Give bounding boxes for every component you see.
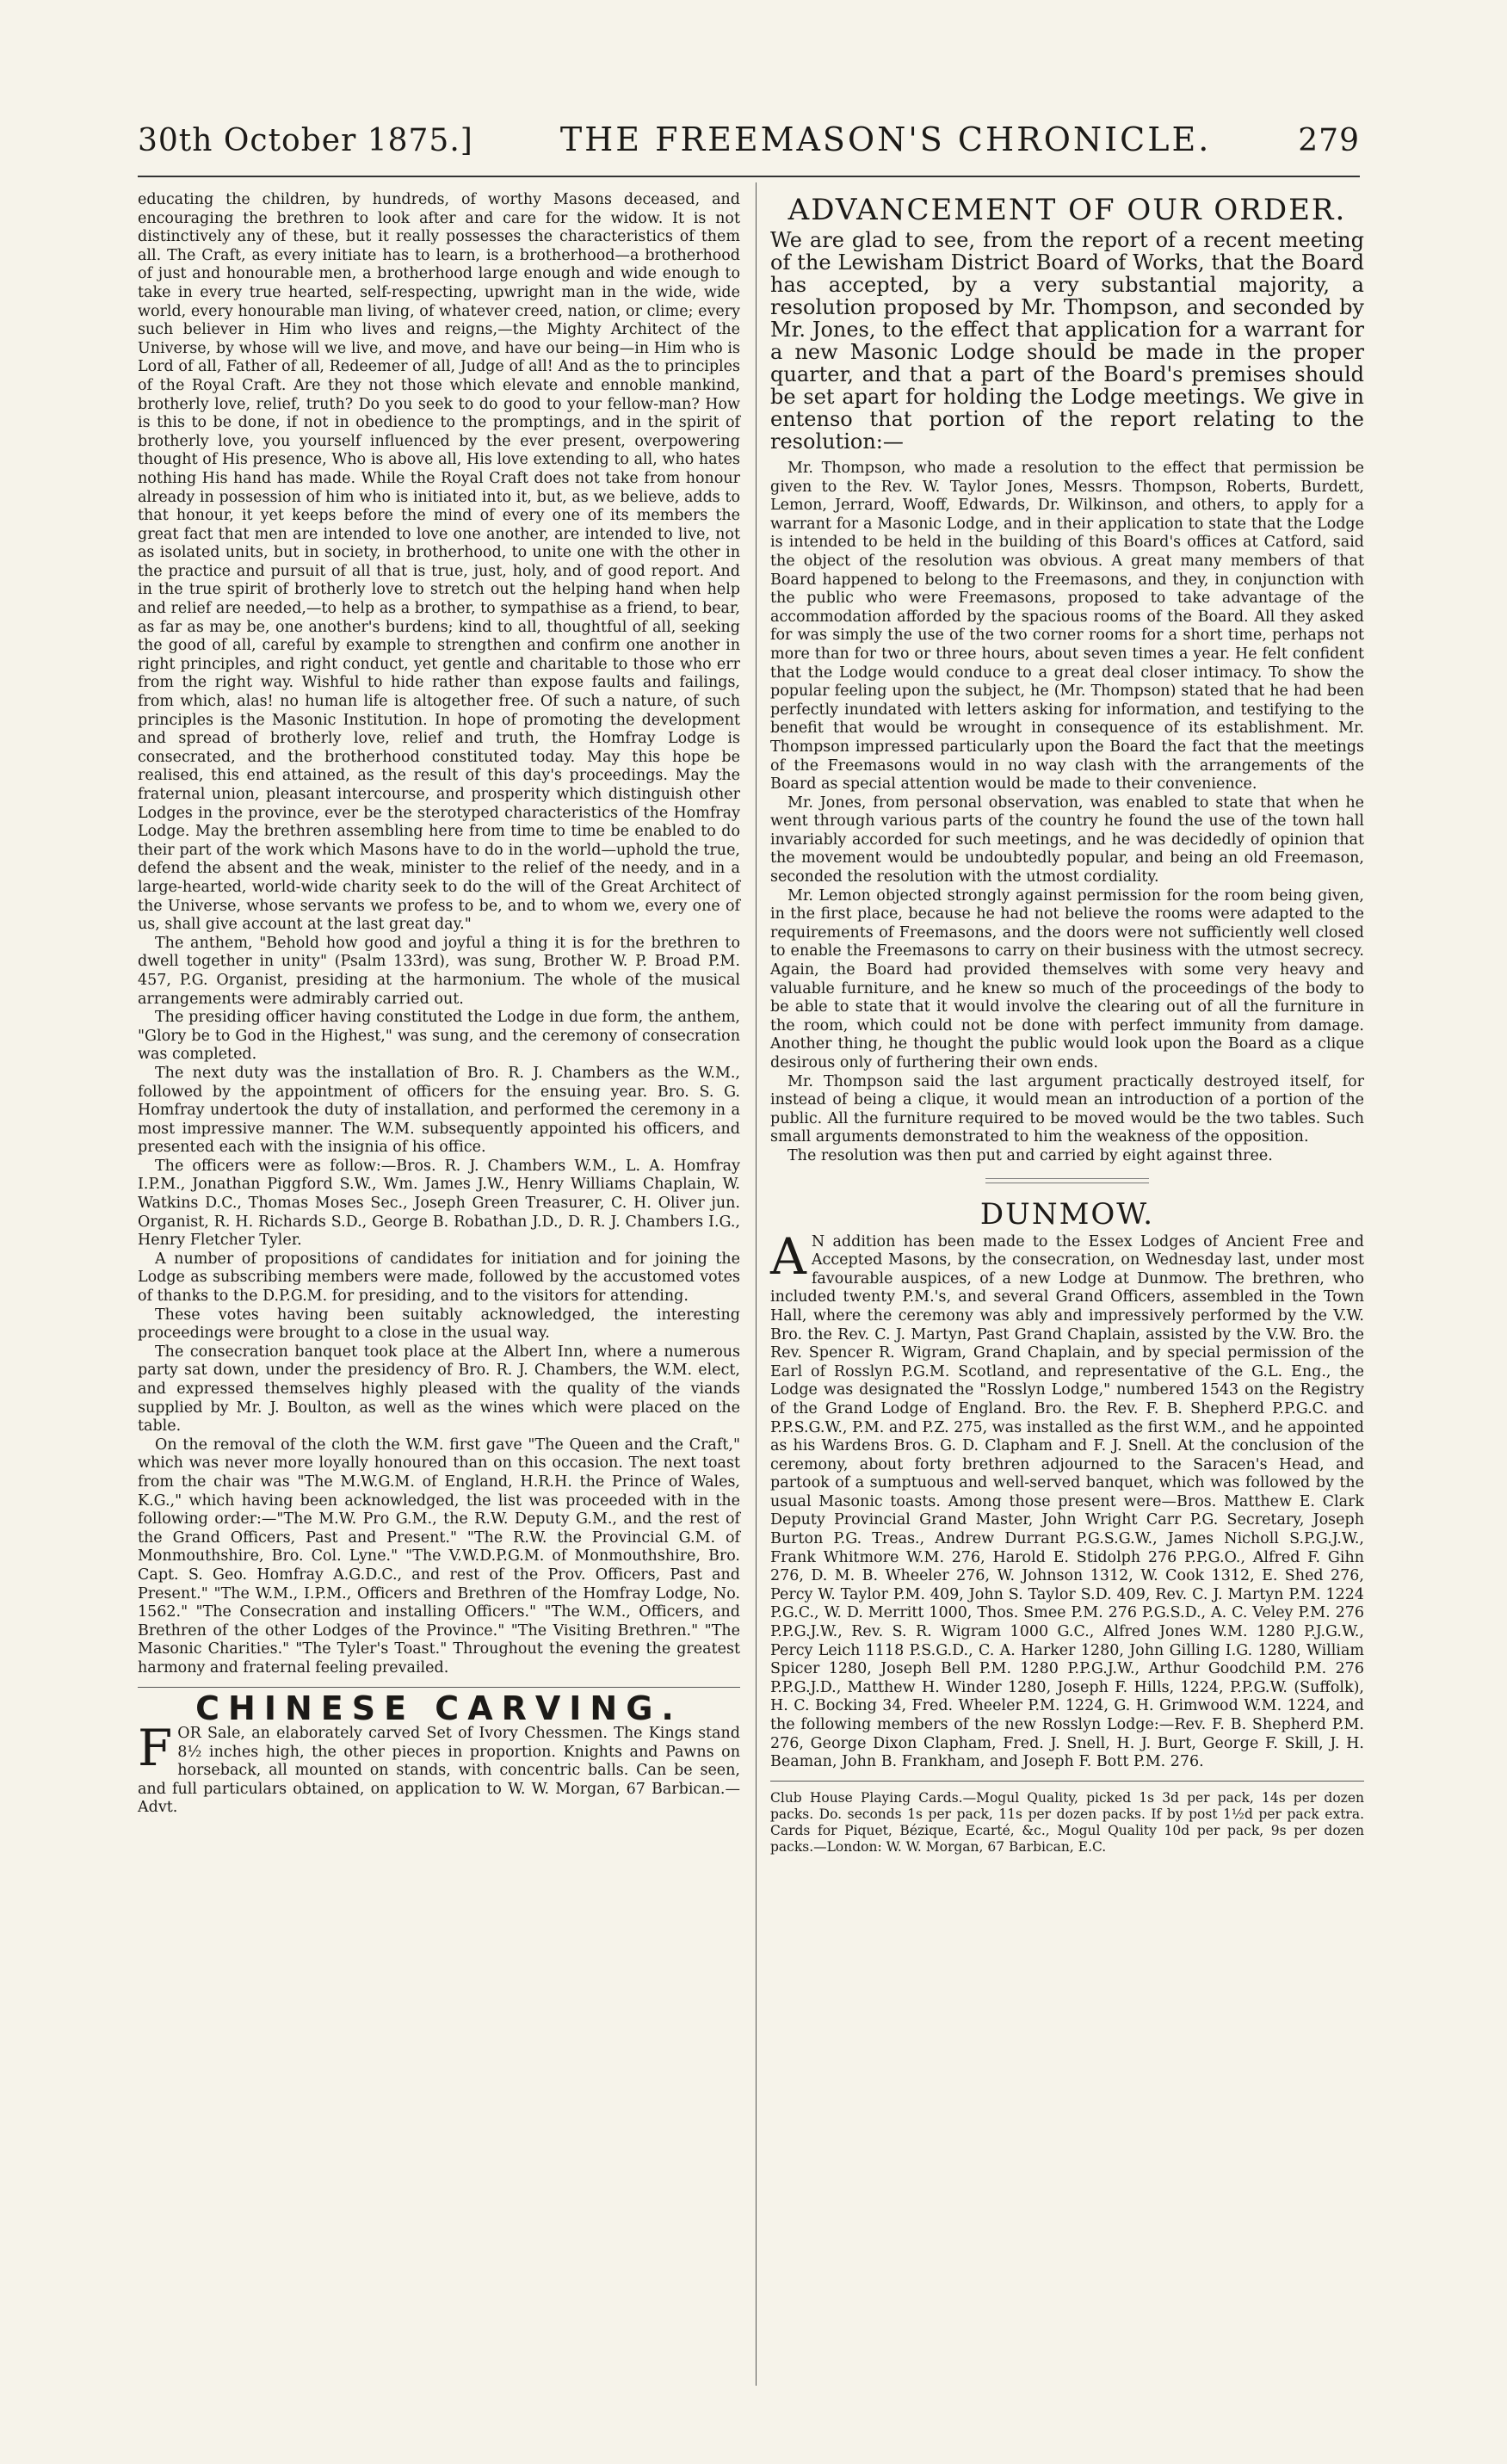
header-date: 30th October 1875.] bbox=[138, 123, 473, 158]
left-paragraph: The presiding officer having constituted the Lodge in due form, the anthem, "Glory be to God in the Highest," was sung, and the ceremony of consecration was completed. bbox=[138, 1009, 740, 1064]
dropcap-a: A bbox=[770, 1226, 806, 1286]
section-divider bbox=[985, 1178, 1149, 1183]
advancement-paragraph: The resolution was then put and carried by eight against three. bbox=[787, 1146, 1273, 1164]
left-paragraph: On the removal of the cloth the W.M. first gave "The Queen and the Craft," which was never more loyally honoured than on this occasion. The next toast from the chair was "The M.W.G.M. of England, H.R.H. the Prince of Wales, K.G.," which having been acknowledged, the list was proceeded with in the following order:—"The M.W. Pro G.M., the R.W. Deputy G.M., and the rest of the Grand Officers, Past and Present." "The R.W. the Provincial G.M. of Monmouthshire, Bro. Col. Lyne." "The V.W.D.P.G.M. of Monmouthshire, Bro. Capt. S. Geo. Homfray A.G.D.C., and rest of the Prov. Officers, Past and Present." "The W.M., I.P.M., Officers and Brethren of the Homfray Lodge, No. 1562." "The Consecration and installing Officers." "The W.M., Officers, and Brethren of the other Lodges of the Province." "The Visiting Brethren." "The Masonic Charities." "The Tyler's Toast." Throughout the evening the greatest harmony and fraternal feeling prevailed. bbox=[138, 1436, 740, 1677]
left-paragraph: educating the children, by hundreds, of worthy Masons deceased, and encouraging the brethren to look after and care for the widow. It is not distinctively any of these, but it really possesses the characteristics of them all. The Craft, as every initiate has to learn, is a brotherhood—a brotherhood of just and honourable men, a brotherhood large enough and wide enough to take in every true hearted, self-respecting, upwright man in the wide, wide world, every honourable man living, of whatever creed, nation, or clime; every such believer in Him who lives and reigns,—the Mighty Architect of the Universe, by whose will we live, and move, and have our being—in Him who is Lord of all, Father of all, Redeemer of all, Judge of all! And as the to principles of the Royal Craft. Are they not those which elevate and ennoble mankind, brotherly love, relief, truth? Do you seek to do good to your fellow-man? How is this to be done, if not in obedience to the promptings, and in the spirit of brotherly love, you yourself influenced by the ever present, overpowering thought of His presence, Who is above all, His love extending to all, who hates nothing His hand has made. While the Royal Craft does not take from honour already in possession of him who is initiated into it, but, as we believe, adds to that honour, it yet keeps before the mind of every one of its members the great fact that men are intended to love one another, are intended to live, not as isolated units, but in society, in brotherhood, to unite one with the other in the practice and pursuit of all that is true, just, holy, and of good report. And in the true spirit of brotherly love to stretch out the helping hand when help and relief are needed,—to help as a brother, to sympathise as a friend, to bear, as far as may be, one another's burdens; kind to all, thoughtful of all, seeking the good of all, careful by example to strengthen and confirm one another in right principles, and right conduct, yet gentle and charitable to those who err from the right way. Wishful to hide rather than expose faults and failings, from which, alas! no human life is altogether free. Of such a nature, of such principles is the Masonic Institution. In hope of promoting the development and spread of brotherly love, relief and truth, the Homfray Lodge is consecrated, and the brotherhood constituted today. May this hope be realised, this end attained, as the result of this day's proceedings. May the fraternal union, pleasant intercourse, and prosperity which distinguish other Lodges in the province, ever be the sterotyped characteristics of the Homfray Lodge. May the brethren assembling here from time to time be enabled to do their part of the work which Masons have to do in the world—uphold the true, defend the absent and the weak, minister to the relief of the needy, and in a large-hearted, world-wide charity seek to do the will of the Great Architect of the Universe, whose servants we profess to be, and to whom we, every one of us, shall give account at the last great day." bbox=[138, 191, 740, 934]
left-paragraph: The anthem, "Behold how good and joyful a thing it is for the brethren to dwell together in unity" (Psalm 133rd), was sung, Brother W. P. Broad P.M. 457, P.G. Organist, presiding at the harmonium. The whole of the musical arrangements were admirably carried out. bbox=[138, 934, 740, 1008]
right-column bbox=[770, 191, 1364, 1856]
dunmow-text: N addition has been made to the Essex Lodges of Ancient Free and Accepted Masons, by the consecration, on Wednesday last, under most favourable auspices, of a new Lodge at Dunmow. The brethren, who included twenty P.M.'s, and several Grand Officers, assembled in the Town Hall, where the ceremony was ably and impressively performed by the V.W. Bro. the Rev. C. J. Martyn, Past Grand Chaplain, assisted by the V.W. Bro. the Rev. Spencer R. Wigram, Grand Chaplain, and by special permission of the Earl of Rosslyn P.G.M. Scotland, and representative of the G.L. Eng., the Lodge was designated the "Rosslyn Lodge," numbered 1543 on the Registry of the Grand Lodge of England. Bro. the Rev. F. B. Shepherd P.P.G.C. and P.P.S.G.W., P.M. and P.Z. 275, was installed as the first W.M., and he appointed as his Wardens Bros. G. D. Clapham and F. J. Snell. At the conclusion of the ceremony, about forty brethren adjourned to the Saracen's Head, and partook of a sumptuous and well-served banquet, which was followed by the usual Masonic toasts. Among those present were—Bros. Matthew E. Clark Deputy Provincial Grand Master, John Wright Carr P.G. Secretary, Joseph Burton P.G. Treas., Andrew Durrant P.G.S.G.W., James Nicholl S.P.G.J.W., Frank Whitmore W.M. 276, Harold E. Stidolph 276 P.P.G.O., Alfred F. Gihn 276, D. M. B. Wheeler 276, W. Johnson 1312, W. Cook 1312, E. Shed 276, Percy W. Taylor P.M. 409, John S. Taylor S.D. 409, Rev. C. J. Martyn P.M. 1224 P.G.C., W. D. Merritt 1000, Thos. Smee P.M. 276 P.G.S.D., A. C. Veley P.M. 276 P.P.G.J.W., Rev. S. R. Wigram 1000 G.C., Alfred Jones W.M. 1280 P.J.G.W., Percy Leich 1118 P.S.G.D., C. A. Harker 1280, John Gilling I.G. 1280, William Spicer 1280, Joseph Bell P.M. 1280 P.P.G.J.W., Arthur Goodchild P.M. 276 P.P.G.J.D., Matthew H. Winder 1280, Joseph F. Hills, 1224, P.P.G.W. (Suffolk), H. C. Bocking 34, Fred. Wheeler P.M. 1224, G. H. Grimwood W.M. 1224, and the following members of the new Rosslyn Lodge:—Rev. F. B. Shepherd P.M. 276, George Dixon Clapham, Fred. J. Snell, H. J. Burt, George F. Skill, J. H. Beaman, John B. Frankham, and Joseph F. Bott P.M. 276. bbox=[770, 1232, 1364, 1771]
chinese-carving-advert bbox=[138, 1719, 740, 1818]
chinese-carving-text: OR Sale, an elaborately carved Set of Ivory Chessmen. The Kings stand 8½ inches high, the other pieces in proportion. Knights and Pawns on horseback, all mounted on stands, with concentric balls. Can be seen, and full particulars obtained, on application to W. W. Morgan, 67 Barbican.—Advt. bbox=[138, 1725, 740, 1817]
advancement-paragraph: Mr. Jones, from personal observation, was enabled to state that when he went through various parts of the country he found the use of the town hall invariably accorded for such meetings, and he was decidedly of opinion that the movement would be undoubtedly popular, and being an old Freemason, seconded the resolution with the utmost cordiality. bbox=[770, 794, 1364, 886]
header-rule bbox=[138, 176, 1360, 177]
dunmow-article bbox=[770, 1226, 1364, 1772]
club-cards-notice: Club House Playing Cards.—Mogul Quality, picked 1s 3d per pack, 14s per dozen packs. Do. seconds 1s per pack, 11s per dozen packs. If by post 1½d per pack extra. Cards for Piquet, Bézique, Ecarté, &c., Mogul Quality 10d per pack, 9s per dozen packs.—London: W. W. Morgan, 67 Barbican, E.C. bbox=[770, 1789, 1364, 1855]
header-page-number: 279 bbox=[1298, 123, 1360, 158]
left-paragraph: A number of propositions of candidates for initiation and for joining the Lodge as subscribing members were made, followed by the accustomed votes of thanks to the D.P.G.M. for presiding, and to the visitors for attending. bbox=[138, 1250, 740, 1306]
advancement-paragraph: Mr. Thompson, who made a resolution to the effect that permission be given to the Rev. W. Taylor Jones, Messrs. Thompson, Roberts, Burdett, Lemon, Jerrard, Wooff, Edwards, Dr. Wilkinson, and others, to apply for a warrant for a Masonic Lodge, and in their application to state that the Lodge is intended to be held in the building of this Board's offices at Catford, said the object of the resolution was obvious. A great many members of that Board happened to belong to the Freemasons, and they, in conjunction with the public who were Freemasons, proposed to take advantage of the accommodation afforded by the spacious rooms of the Board. All they asked for was simply the use of the two corner rooms for a short time, perhaps not more than for two or three hours, about seven times a year. He felt confident that the Lodge would conduce to a great deal closer intimacy. To show the popular feeling upon the subject, he (Mr. Thompson) stated that he had been perfectly inundated with letters asking for information, and testifying to the benefit that would be wrought in consequence of its establishment. Mr. Thompson impressed particularly upon the Board the fact that the meetings of the Freemasons would in no way clash with the arrangements of the Board as special attention would be made to their convenience. bbox=[770, 460, 1364, 794]
left-paragraph: These votes having been suitably acknowledged, the interesting proceedings were brought to a close in the usual way. bbox=[138, 1306, 740, 1343]
dropcap-f: F bbox=[138, 1719, 173, 1778]
dunmow-heading: DUNMOW. bbox=[979, 1196, 1155, 1232]
section-rule bbox=[770, 1781, 1364, 1782]
left-paragraph: The officers were as follow:—Bros. R. J. Chambers W.M., L. A. Homfray I.P.M., Jonathan Piggford S.W., Wm. James J.W., Henry Williams Chaplain, W. Watkins D.C., Thomas Moses Sec., Joseph Green Treasurer, C. H. Oliver jun. Organist, R. H. Richards S.D., George B. Robathan J.D., D. R. J. Chambers I.G., Henry Fletcher Tyler. bbox=[138, 1157, 740, 1250]
left-paragraph: The next duty was the installation of Bro. R. J. Chambers as the W.M., followed by the appointment of officers for the ensuing year. Bro. S. G. Homfray undertook the duty of installation, and performed the ceremony in a most impressive manner. The W.M. subsequently appointed his officers, and presented each with the insignia of his office. bbox=[138, 1064, 740, 1157]
advancement-lead: We are glad to see, from the report of a recent meeting of the Lewisham District Board of Works, that the Board has accepted, by a very substantial majority, a resolution proposed by Mr. Thompson, and seconded by Mr. Jones, to the effect that application for a warrant for a new Masonic Lodge should be made in the proper quarter, and that a part of the Board's premises should be set apart for holding the Lodge meetings. We give in entenso that portion of the report relating to the resolution:— bbox=[770, 228, 1364, 454]
chinese-carving-heading: CHINESE CARVING. bbox=[195, 1689, 682, 1727]
advancement-paragraph: Mr. Thompson said the last argument practically destroyed itself, for instead of being a clique, it would mean an introduction of a portion of the public. All the furniture required to be moved would be the two tables. Such small arguments demonstrated to him the weakness of the opposition. bbox=[770, 1072, 1364, 1146]
left-paragraph: The consecration banquet took place at the Albert Inn, where a numerous party sat down, under the presidency of Bro. R. J. Chambers, the W.M. elect, and expressed themselves highly pleased with the quality of the viands supplied by Mr. J. Boulton, as well as the wines which were placed on the table. bbox=[138, 1343, 740, 1436]
left-column bbox=[138, 191, 740, 1818]
page-header bbox=[138, 120, 1360, 172]
advancement-paragraph: Mr. Lemon objected strongly against permission for the room being given, in the first place, because he had not believe the rooms were adapted to the requirements of Freemasons, and the doors were not sufficiently well closed to enable the Freemasons to carry on their business with the utmost secrecy. Again, the Board had provided themselves with some very heavy and valuable furniture, and he knew so much of the proceedings of the body to be able to state that it would involve the clearing out of all the furniture in the room, which could not be done with perfect immunity from damage. Another thing, he thought the public would look upon the Board as a clique desirous only of furthering their own ends. bbox=[770, 886, 1364, 1071]
column-divider bbox=[756, 182, 757, 2386]
advancement-heading: ADVANCEMENT OF OUR ORDER. bbox=[787, 193, 1347, 227]
header-title: THE FREEMASON'S CHRONICLE. bbox=[559, 120, 1212, 158]
section-rule bbox=[138, 1687, 740, 1688]
